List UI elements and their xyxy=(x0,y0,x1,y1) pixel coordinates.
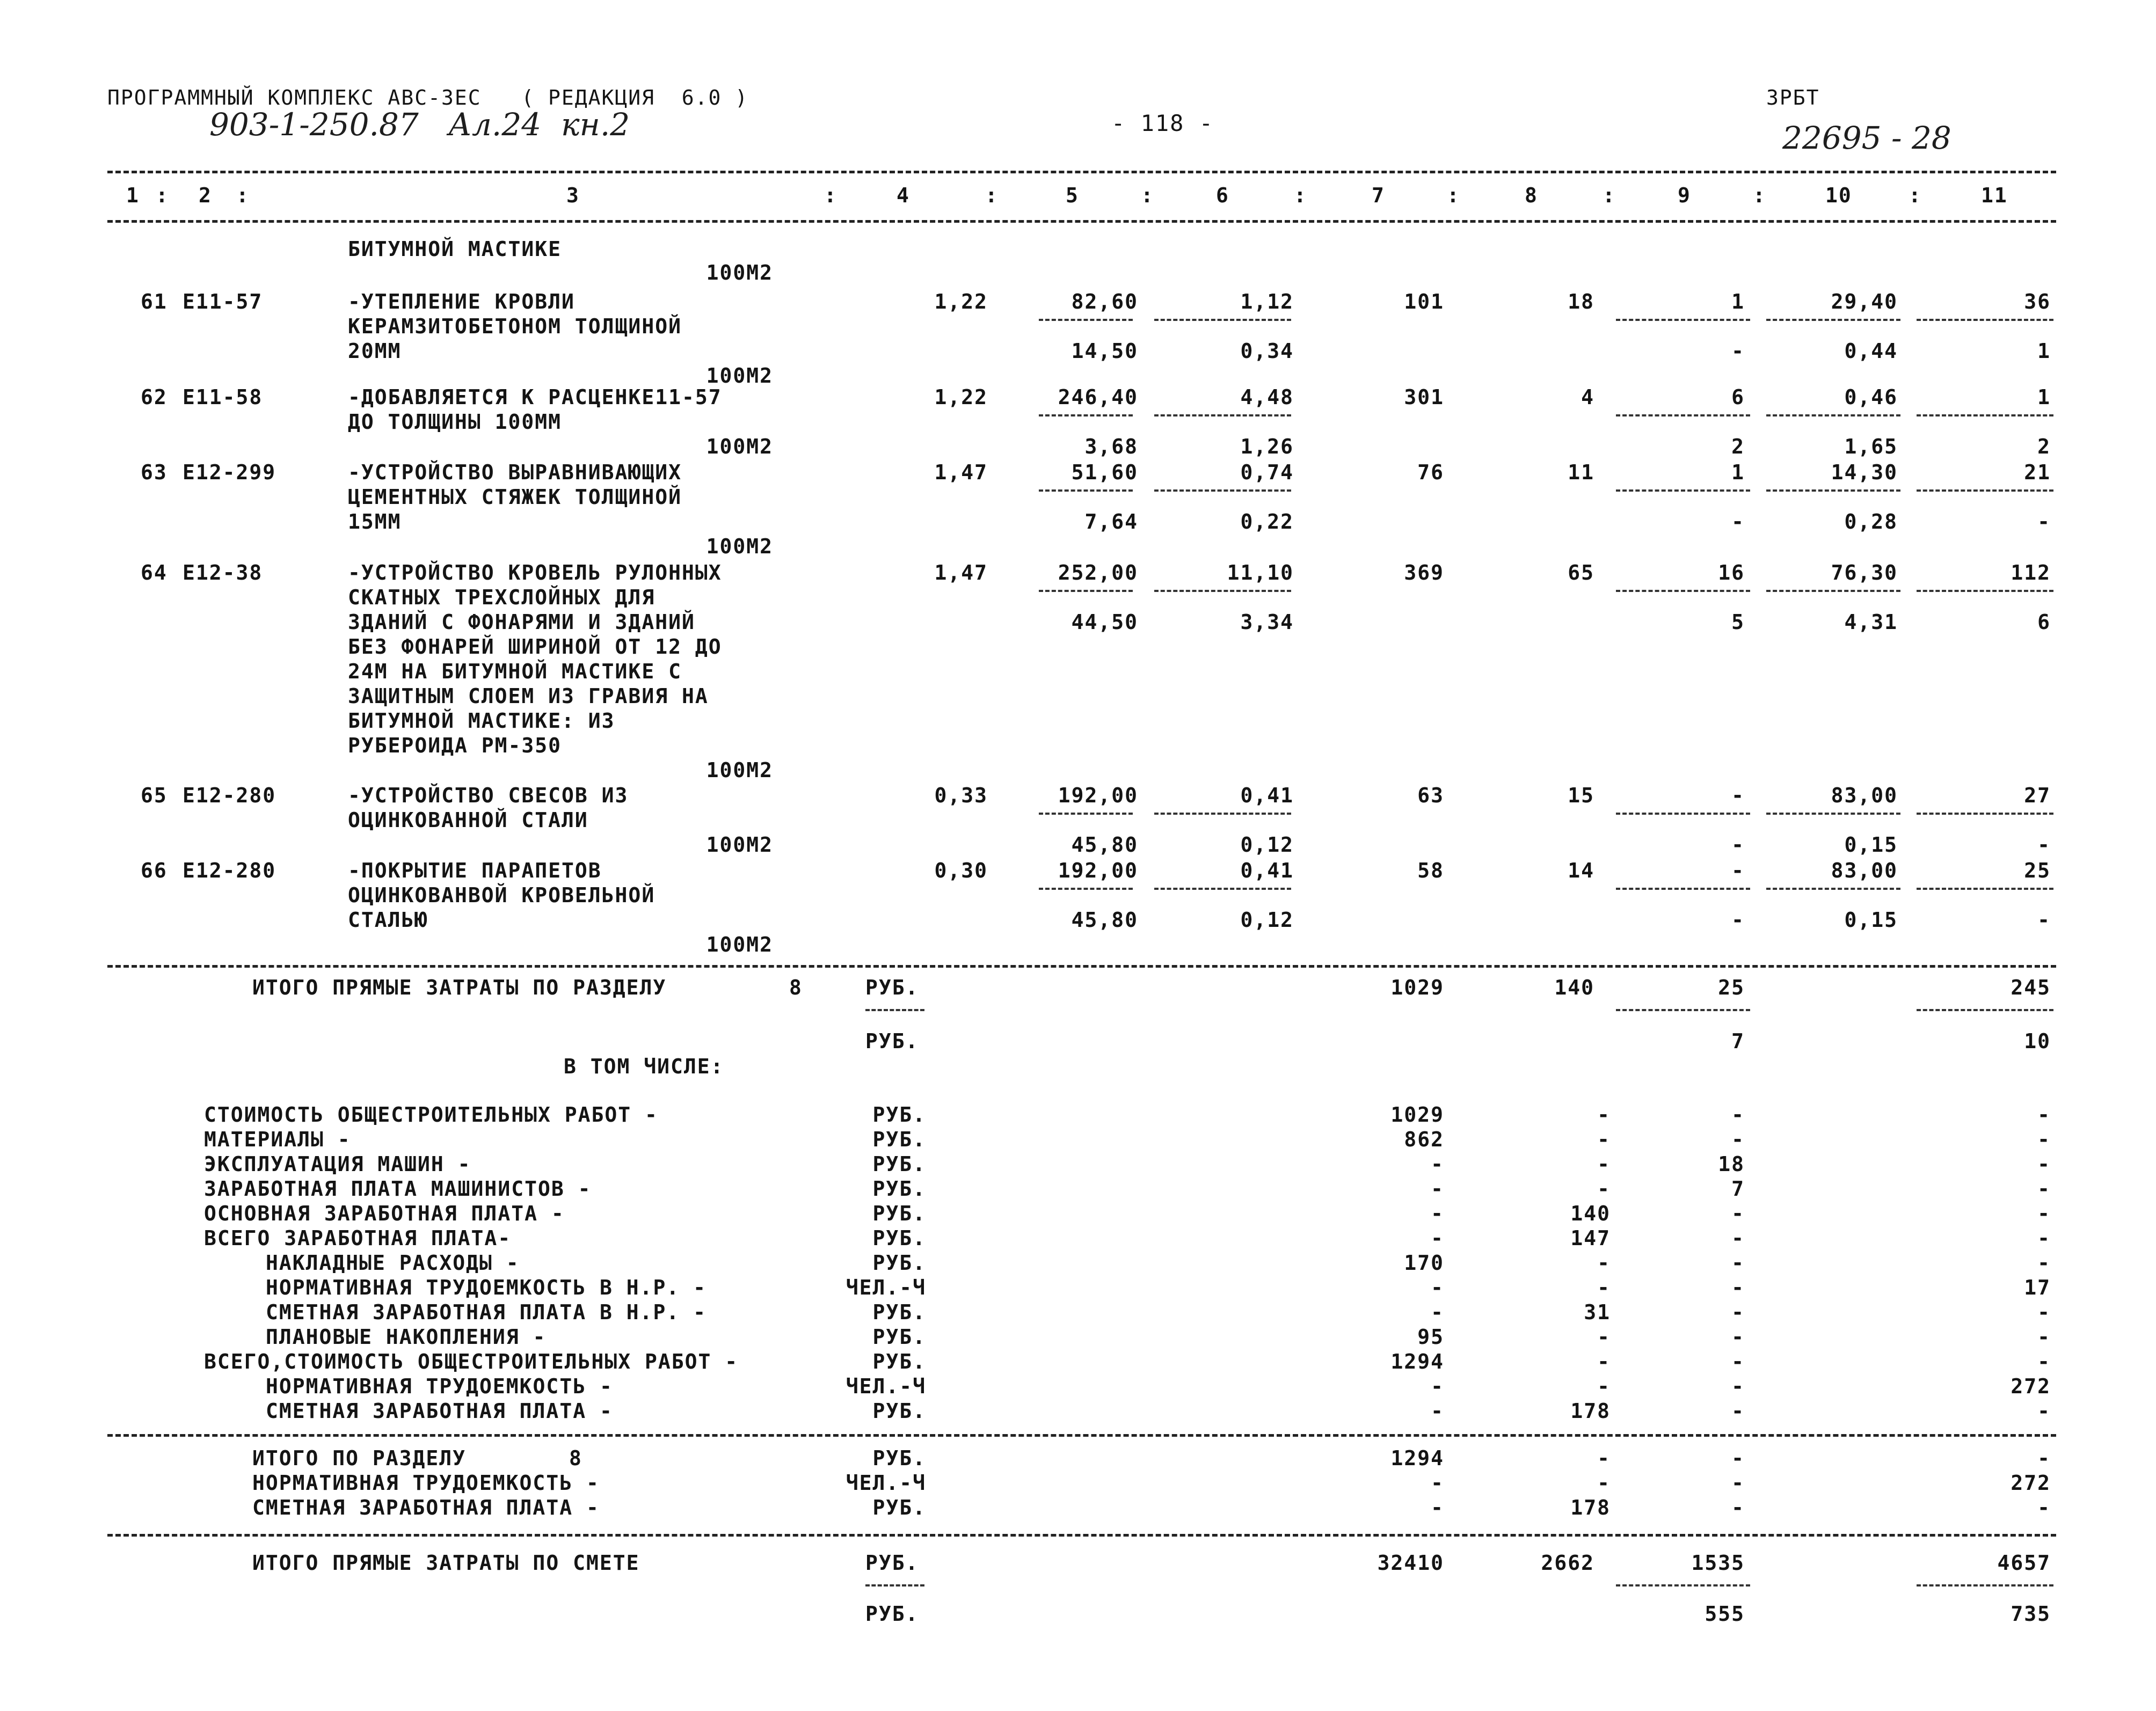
breakdown-unit: РУБ. xyxy=(872,1202,926,1225)
grand-total-label: ИТОГО ПРЯМЫЕ ЗАТРАТЫ ПО СМЕТЕ xyxy=(252,1551,640,1575)
col-head-3: 3 xyxy=(566,184,580,207)
breakdown-col9: - xyxy=(1731,1226,1745,1250)
breakdown-unit: РУБ. xyxy=(872,1251,926,1275)
item-unit: 100М2 xyxy=(706,364,773,387)
breakdown-col8: 147 xyxy=(1570,1226,1611,1250)
breakdown-col9: - xyxy=(1731,1251,1745,1275)
item-col10-wage: 1,65 xyxy=(1844,435,1898,458)
summary-unit: ЧЕЛ.-Ч xyxy=(846,1471,926,1495)
breakdown-col8: - xyxy=(1597,1103,1611,1127)
item-description-line: 24М НА БИТУМНОЙ МАСТИКЕ С xyxy=(348,660,682,683)
item-col5-wage: 7,64 xyxy=(1084,510,1138,533)
item-col10-wage: 0,28 xyxy=(1844,510,1898,533)
breakdown-col8: - xyxy=(1597,1276,1611,1299)
breakdown-label: ЗАРАБОТНАЯ ПЛАТА МАШИНИСТОВ - xyxy=(204,1177,592,1201)
item-description-line: ОЦИНКОВАННОЙ СТАЛИ xyxy=(348,808,588,832)
item-col11: 112 xyxy=(2011,561,2051,584)
summary-col7: 1294 xyxy=(1390,1446,1444,1470)
item-quantity: 0,30 xyxy=(934,859,988,882)
item-number: 62 xyxy=(141,385,167,409)
breakdown-col11: 272 xyxy=(2011,1374,2051,1398)
item-col6-wage: 0,34 xyxy=(1240,339,1294,363)
item-quantity: 1,22 xyxy=(934,385,988,409)
item-col8: 65 xyxy=(1568,561,1594,584)
breakdown-unit: РУБ. xyxy=(872,1399,926,1423)
breakdown-col11: - xyxy=(2037,1300,2051,1324)
section-total-col9-2: 7 xyxy=(1731,1029,1745,1053)
item-quantity: 1,22 xyxy=(934,290,988,313)
col-head-7: 7 xyxy=(1372,184,1385,207)
breakdown-col7: - xyxy=(1431,1177,1444,1201)
col-head-11: 11 xyxy=(1981,184,2008,207)
item-col9-wage: 2 xyxy=(1731,435,1745,458)
section-total-label: ИТОГО ПРЯМЫЕ ЗАТРАТЫ ПО РАЗДЕЛУ xyxy=(252,976,667,999)
breakdown-col8: - xyxy=(1597,1177,1611,1201)
breakdown-col11: 17 xyxy=(2024,1276,2051,1299)
breakdown-col11: - xyxy=(2037,1325,2051,1349)
item-col6-wage: 0,12 xyxy=(1240,833,1294,857)
item-col9: 1 xyxy=(1731,290,1745,313)
summary-label: ИТОГО ПО РАЗДЕЛУ xyxy=(252,1446,467,1470)
breakdown-col9: - xyxy=(1731,1300,1745,1324)
item-col6-price: 0,74 xyxy=(1240,460,1294,484)
item-col7-total: 58 xyxy=(1417,859,1444,882)
item-description-line: ЗДАНИЙ С ФОНАРЯМИ И ЗДАНИЙ xyxy=(348,610,695,634)
item-description-line: -УСТРОЙСТВО СВЕСОВ ИЗ xyxy=(348,784,629,807)
grand-total-col9-2: 555 xyxy=(1705,1602,1745,1626)
breakdown-col7: 170 xyxy=(1404,1251,1444,1275)
summary-col8: 178 xyxy=(1570,1496,1611,1519)
breakdown-col9: 18 xyxy=(1718,1152,1745,1176)
item-col5-price: 192,00 xyxy=(1058,859,1138,882)
section-summary-rule xyxy=(107,1434,2056,1437)
item-col11: 27 xyxy=(2024,784,2051,807)
handwritten-sheet-number: 22695 - 28 xyxy=(1782,120,1951,156)
grand-total-col8: 2662 xyxy=(1541,1551,1594,1575)
item-col9-wage: - xyxy=(1731,833,1745,857)
breakdown-unit: РУБ. xyxy=(872,1177,926,1201)
item-code: Е12-280 xyxy=(183,784,276,807)
item-col10-wage: 0,44 xyxy=(1844,339,1898,363)
item-description-line: -ДОБАВЛЯЕТСЯ К РАСЦЕНКЕ11-57 xyxy=(348,385,722,409)
breakdown-col8: - xyxy=(1597,1350,1611,1373)
section-total-col8: 140 xyxy=(1554,976,1594,999)
item-description-line: 15ММ xyxy=(348,510,402,533)
program-title: ПРОГРАММНЫЙ КОМПЛЕКС АВС-3ЕС ( РЕДАКЦИЯ 6.0 ) xyxy=(107,86,749,109)
breakdown-col11: - xyxy=(2037,1177,2051,1201)
including-title: В ТОМ ЧИСЛЕ: xyxy=(564,1055,724,1078)
breakdown-label: НОРМАТИВНАЯ ТРУДОЕМКОСТЬ В Н.Р. - xyxy=(266,1276,706,1299)
item-col5-price: 51,60 xyxy=(1071,460,1138,484)
grand-total-col11-2: 735 xyxy=(2011,1602,2051,1626)
item-col11-wage: - xyxy=(2037,908,2051,932)
section-total-col7: 1029 xyxy=(1390,976,1444,999)
breakdown-col8: - xyxy=(1597,1325,1611,1349)
breakdown-col8: - xyxy=(1597,1128,1611,1151)
breakdown-unit: РУБ. xyxy=(872,1300,926,1324)
item-col11: 21 xyxy=(2024,460,2051,484)
item-col7-total: 76 xyxy=(1417,460,1444,484)
item-unit: 100М2 xyxy=(706,833,773,857)
item-col7-total: 63 xyxy=(1417,784,1444,807)
item-col11-wage: 2 xyxy=(2037,435,2051,458)
item-col8: 18 xyxy=(1568,290,1594,313)
summary-label: СМЕТНАЯ ЗАРАБОТНАЯ ПЛАТА - xyxy=(252,1496,600,1519)
summary-col11: 272 xyxy=(2011,1471,2051,1495)
section-total-number: 8 xyxy=(789,976,803,999)
item-col5-wage: 14,50 xyxy=(1071,339,1138,363)
item-description-line: БИТУМНОЙ МАСТИКЕ: ИЗ xyxy=(348,709,615,733)
item-description-line: ДО ТОЛЩИНЫ 100ММ xyxy=(348,410,562,434)
item-col9-wage: - xyxy=(1731,510,1745,533)
breakdown-col9: - xyxy=(1731,1103,1745,1127)
summary-col8: - xyxy=(1597,1471,1611,1495)
item-col5-wage: 45,80 xyxy=(1071,833,1138,857)
breakdown-col7: - xyxy=(1431,1399,1444,1423)
item-code: Е12-280 xyxy=(183,859,276,882)
breakdown-label: ВСЕГО ЗАРАБОТНАЯ ПЛАТА- xyxy=(204,1226,512,1250)
item-code: Е11-58 xyxy=(183,385,263,409)
breakdown-col8: - xyxy=(1597,1152,1611,1176)
summary-label: НОРМАТИВНАЯ ТРУДОЕМКОСТЬ - xyxy=(252,1471,600,1495)
breakdown-unit: ЧЕЛ.-Ч xyxy=(846,1374,926,1398)
archive-stamp: 3РБТ xyxy=(1766,86,1820,109)
item-col10-wage: 4,31 xyxy=(1844,610,1898,634)
breakdown-unit: РУБ. xyxy=(872,1325,926,1349)
item-col11-wage: - xyxy=(2037,510,2051,533)
item-col6-price: 4,48 xyxy=(1240,385,1294,409)
summary-col11: - xyxy=(2037,1446,2051,1470)
breakdown-col9: - xyxy=(1731,1276,1745,1299)
breakdown-col9: - xyxy=(1731,1325,1745,1349)
summary-col7: - xyxy=(1431,1496,1444,1519)
grand-total-col11: 4657 xyxy=(1997,1551,2051,1575)
grand-total-col9: 1535 xyxy=(1691,1551,1745,1575)
breakdown-unit: РУБ. xyxy=(872,1128,926,1151)
grand-total-unit: РУБ. xyxy=(865,1551,919,1575)
breakdown-col9: - xyxy=(1731,1350,1745,1373)
item-col9: 1 xyxy=(1731,460,1745,484)
breakdown-label: СТОИМОСТЬ ОБЩЕСТРОИТЕЛЬНЫХ РАБОТ - xyxy=(204,1103,658,1127)
breakdown-col11: - xyxy=(2037,1152,2051,1176)
summary-col7: - xyxy=(1431,1471,1444,1495)
breakdown-unit: РУБ. xyxy=(872,1152,926,1176)
item-quantity: 0,33 xyxy=(934,784,988,807)
item-col6-wage: 1,26 xyxy=(1240,435,1294,458)
breakdown-col7: - xyxy=(1431,1374,1444,1398)
breakdown-col11: - xyxy=(2037,1226,2051,1250)
item-col9-wage: - xyxy=(1731,908,1745,932)
item-col11: 36 xyxy=(2024,290,2051,313)
breakdown-col11: - xyxy=(2037,1103,2051,1127)
item-description-line: ЦЕМЕНТНЫХ СТЯЖЕК ТОЛЩИНОЙ xyxy=(348,485,682,509)
item-col8: 11 xyxy=(1568,460,1594,484)
item-col11: 1 xyxy=(2037,385,2051,409)
header-top-rule xyxy=(107,171,2056,173)
breakdown-col7: 862 xyxy=(1404,1128,1444,1151)
breakdown-col8: - xyxy=(1597,1251,1611,1275)
handwritten-document-code: 903-1-250.87 Ал.24 кн.2 xyxy=(209,106,630,143)
item-col10-wage: 0,15 xyxy=(1844,908,1898,932)
breakdown-label: МАТЕРИАЛЫ - xyxy=(204,1128,351,1151)
item-col10: 76,30 xyxy=(1831,561,1898,584)
section-total-unit-2: РУБ. xyxy=(865,1029,919,1053)
summary-unit: РУБ. xyxy=(872,1496,926,1519)
item-col9: - xyxy=(1731,859,1745,882)
item-number: 64 xyxy=(141,561,167,584)
breakdown-col7: - xyxy=(1431,1202,1444,1225)
section-total-col11: 245 xyxy=(2011,976,2051,999)
summary-col11: - xyxy=(2037,1496,2051,1519)
summary-unit: РУБ. xyxy=(872,1446,926,1470)
breakdown-col8: 178 xyxy=(1570,1399,1611,1423)
breakdown-label: НАКЛАДНЫЕ РАСХОДЫ - xyxy=(266,1251,520,1275)
breakdown-col8: 31 xyxy=(1584,1300,1611,1324)
item-number: 65 xyxy=(141,784,167,807)
item-col10-wage: 0,15 xyxy=(1844,833,1898,857)
item-number: 66 xyxy=(141,859,167,882)
breakdown-col7: - xyxy=(1431,1152,1444,1176)
item-col7-total: 369 xyxy=(1404,561,1444,584)
col-head-1: 1 xyxy=(126,184,140,207)
col-head-5: 5 xyxy=(1066,184,1079,207)
item-col9: - xyxy=(1731,784,1745,807)
breakdown-col11: - xyxy=(2037,1251,2051,1275)
item-code: Е12-38 xyxy=(183,561,263,584)
item-col7-total: 301 xyxy=(1404,385,1444,409)
item-unit: 100М2 xyxy=(706,933,773,956)
item-unit: 100М2 xyxy=(706,535,773,558)
item-col5-wage: 45,80 xyxy=(1071,908,1138,932)
breakdown-col9: - xyxy=(1731,1128,1745,1151)
item-description-line: СТАЛЬЮ xyxy=(348,908,428,932)
item-col9: 16 xyxy=(1718,561,1745,584)
item-quantity: 1,47 xyxy=(934,460,988,484)
breakdown-unit: РУБ. xyxy=(872,1350,926,1373)
item-description-line: -УСТРОЙСТВО ВЫРАВНИВАЮЩИХ xyxy=(348,460,682,484)
item-col6-wage: 0,12 xyxy=(1240,908,1294,932)
section-total-unit: РУБ. xyxy=(865,976,919,999)
breakdown-col11: - xyxy=(2037,1202,2051,1225)
item-col11-wage: 6 xyxy=(2037,610,2051,634)
item-col6-price: 11,10 xyxy=(1227,561,1294,584)
item-col7-total: 101 xyxy=(1404,290,1444,313)
item-col9: 6 xyxy=(1731,385,1745,409)
item-description-line: 20ММ xyxy=(348,339,402,363)
breakdown-col7: 1029 xyxy=(1390,1103,1444,1127)
section-head-text: БИТУМНОЙ МАСТИКЕ xyxy=(348,237,562,261)
breakdown-col8: - xyxy=(1597,1374,1611,1398)
breakdown-label: ЭКСПЛУАТАЦИЯ МАШИН - xyxy=(204,1152,471,1176)
item-col10: 83,00 xyxy=(1831,859,1898,882)
item-number: 63 xyxy=(141,460,167,484)
header-bottom-rule xyxy=(107,220,2056,223)
item-description-line: -УСТРОЙСТВО КРОВЕЛЬ РУЛОННЫХ xyxy=(348,561,722,584)
breakdown-label: СМЕТНАЯ ЗАРАБОТНАЯ ПЛАТА - xyxy=(266,1399,613,1423)
item-description-line: КЕРАМЗИТОБЕТОНОМ ТОЛЩИНОЙ xyxy=(348,315,682,338)
item-description-line: СКАТНЫХ ТРЕХСЛОЙНЫХ ДЛЯ xyxy=(348,586,655,609)
col-head-8: 8 xyxy=(1525,184,1538,207)
item-col10: 0,46 xyxy=(1844,385,1898,409)
item-col5-price: 192,00 xyxy=(1058,784,1138,807)
item-unit: 100М2 xyxy=(706,758,773,782)
item-quantity: 1,47 xyxy=(934,561,988,584)
breakdown-label: НОРМАТИВНАЯ ТРУДОЕМКОСТЬ - xyxy=(266,1374,613,1398)
item-col10: 29,40 xyxy=(1831,290,1898,313)
item-col5-wage: 44,50 xyxy=(1071,610,1138,634)
breakdown-label: ПЛАНОВЫЕ НАКОПЛЕНИЯ - xyxy=(266,1325,547,1349)
breakdown-label: ОСНОВНАЯ ЗАРАБОТНАЯ ПЛАТА - xyxy=(204,1202,565,1225)
breakdown-label: СМЕТНАЯ ЗАРАБОТНАЯ ПЛАТА В Н.Р. - xyxy=(266,1300,706,1324)
section-total-col9: 25 xyxy=(1718,976,1745,999)
item-unit: 100М2 xyxy=(706,435,773,458)
grand-total-rule xyxy=(107,1534,2056,1537)
breakdown-label: ВСЕГО,СТОИМОСТЬ ОБЩЕСТРОИТЕЛЬНЫХ РАБОТ - xyxy=(204,1350,739,1373)
item-col9-wage: 5 xyxy=(1731,610,1745,634)
item-description-line: РУБЕРОИДА РМ-350 xyxy=(348,734,562,757)
col-head-2: 2 xyxy=(199,184,212,207)
summary-section-number: 8 xyxy=(569,1446,582,1470)
breakdown-col9: - xyxy=(1731,1374,1745,1398)
item-col5-price: 82,60 xyxy=(1071,290,1138,313)
summary-col9: - xyxy=(1731,1496,1745,1519)
col-head-6: 6 xyxy=(1216,184,1229,207)
breakdown-unit: РУБ. xyxy=(872,1226,926,1250)
item-description-line: -УТЕПЛЕНИЕ КРОВЛИ xyxy=(348,290,575,313)
item-description-line: -ПОКРЫТИЕ ПАРАПЕТОВ xyxy=(348,859,602,882)
item-number: 61 xyxy=(141,290,167,313)
breakdown-col11: - xyxy=(2037,1350,2051,1373)
breakdown-col7: - xyxy=(1431,1300,1444,1324)
item-col6-price: 0,41 xyxy=(1240,859,1294,882)
item-col5-wage: 3,68 xyxy=(1084,435,1138,458)
item-col6-price: 1,12 xyxy=(1240,290,1294,313)
breakdown-unit: ЧЕЛ.-Ч xyxy=(846,1276,926,1299)
item-col8: 4 xyxy=(1581,385,1594,409)
item-col8: 15 xyxy=(1568,784,1594,807)
summary-col8: - xyxy=(1597,1446,1611,1470)
item-col8: 14 xyxy=(1568,859,1594,882)
summary-col9: - xyxy=(1731,1471,1745,1495)
item-description-line: ОЦИНКОВАНВОЙ КРОВЕЛЬНОЙ xyxy=(348,883,655,907)
item-col11-wage: - xyxy=(2037,833,2051,857)
breakdown-col11: - xyxy=(2037,1399,2051,1423)
item-col5-price: 246,40 xyxy=(1058,385,1138,409)
col-head-9: 9 xyxy=(1678,184,1691,207)
breakdown-col9: - xyxy=(1731,1202,1745,1225)
page-number: - 118 - xyxy=(1111,110,1214,136)
breakdown-col9: - xyxy=(1731,1399,1745,1423)
item-col11: 25 xyxy=(2024,859,2051,882)
breakdown-col11: - xyxy=(2037,1128,2051,1151)
column-header-row: 1 : 2 : 3 : 4 : 5 : 6 : 7 : 8 : 9 : 10 : 11 xyxy=(126,184,2008,207)
summary-col9: - xyxy=(1731,1446,1745,1470)
breakdown-col7: - xyxy=(1431,1276,1444,1299)
col-head-4: 4 xyxy=(897,184,910,207)
item-col6-wage: 3,34 xyxy=(1240,610,1294,634)
item-col10: 14,30 xyxy=(1831,460,1898,484)
col-head-10: 10 xyxy=(1825,184,1852,207)
item-col10: 83,00 xyxy=(1831,784,1898,807)
breakdown-col8: 140 xyxy=(1570,1202,1611,1225)
grand-total-unit-2: РУБ. xyxy=(865,1602,919,1626)
section-total-rule xyxy=(107,965,2056,968)
item-code: Е12-299 xyxy=(183,460,276,484)
item-col5-price: 252,00 xyxy=(1058,561,1138,584)
item-col11-wage: 1 xyxy=(2037,339,2051,363)
item-code: Е11-57 xyxy=(183,290,263,313)
breakdown-col7: - xyxy=(1431,1226,1444,1250)
breakdown-col7: 95 xyxy=(1417,1325,1444,1349)
item-col6-wage: 0,22 xyxy=(1240,510,1294,533)
breakdown-unit: РУБ. xyxy=(872,1103,926,1127)
item-description-line: ЗАЩИТНЫМ СЛОЕМ ИЗ ГРАВИЯ НА xyxy=(348,684,709,708)
breakdown-col9: 7 xyxy=(1731,1177,1745,1201)
grand-total-col7: 32410 xyxy=(1377,1551,1444,1575)
item-description-line: БЕЗ ФОНАРЕЙ ШИРИНОЙ ОТ 12 ДО xyxy=(348,635,722,659)
section-total-col11-2: 10 xyxy=(2024,1029,2051,1053)
item-col6-price: 0,41 xyxy=(1240,784,1294,807)
breakdown-col7: 1294 xyxy=(1390,1350,1444,1373)
section-head-unit: 100М2 xyxy=(706,261,773,284)
item-col9-wage: - xyxy=(1731,339,1745,363)
